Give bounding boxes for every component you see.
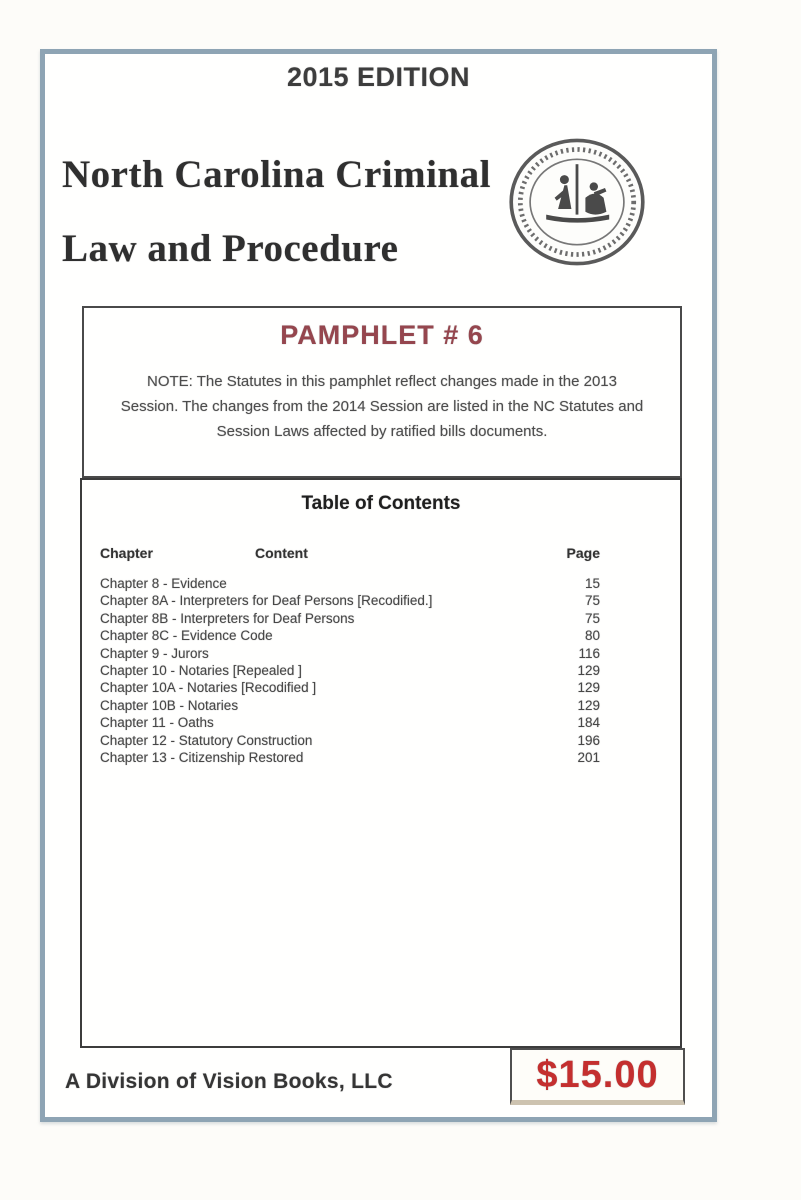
- toc-row: [100, 749, 600, 766]
- book-cover: [40, 49, 717, 1122]
- toc-row-content: Chapter 8B - Interpreters for Deaf Persons: [100, 610, 355, 626]
- toc-row-content: Chapter 8 - Evidence: [100, 576, 227, 591]
- toc-row-content: Chapter 10 - Notaries [Repealed ]: [100, 663, 302, 679]
- edition-label: 2015 EDITION: [286, 62, 471, 92]
- toc-row-page: 80: [584, 628, 600, 644]
- price-label: $15.00: [536, 1053, 659, 1096]
- toc-row-content: Chapter 8A - Interpreters for Deaf Persons [Recodified.]: [100, 593, 433, 609]
- publisher-label: A Division of Vision Books, LLC: [65, 1070, 393, 1093]
- pamphlet-panel: [82, 306, 682, 478]
- toc-row: [100, 645, 600, 662]
- toc-row-content: Chapter 8C - Evidence Code: [100, 628, 273, 644]
- toc-row-content: Chapter 11 - Oaths: [100, 715, 214, 731]
- toc-header-content: Content: [255, 545, 308, 561]
- toc-row: [100, 575, 600, 592]
- pamphlet-note: [120, 369, 644, 444]
- price-box: [510, 1048, 685, 1105]
- toc-row: [100, 679, 600, 696]
- toc-row-page: 201: [577, 750, 600, 766]
- toc-row-page: 75: [584, 593, 600, 609]
- toc-row-page: 196: [577, 732, 600, 748]
- table-of-contents-panel: [80, 478, 682, 1048]
- nc-state-seal-icon: [507, 136, 647, 268]
- toc-row-content: Chapter 12 - Statutory Construction: [100, 732, 313, 748]
- toc-header-chapter: Chapter: [100, 545, 153, 561]
- toc-row-page: 129: [577, 663, 600, 679]
- toc-row-page: 15: [584, 576, 600, 591]
- toc-row: [100, 592, 600, 609]
- toc-row-content: Chapter 10B - Notaries: [100, 697, 239, 713]
- toc-row-content: Chapter 9 - Jurors: [100, 645, 209, 661]
- toc-row-content: Chapter 13 - Citizenship Restored: [100, 750, 304, 766]
- toc-row: [100, 627, 600, 644]
- toc-row-page: 75: [584, 610, 600, 626]
- toc-row: [100, 697, 600, 714]
- toc-row: [100, 662, 600, 679]
- toc-row: [100, 610, 600, 627]
- toc-row-page: 129: [577, 680, 600, 696]
- toc-header-page: Page: [566, 545, 600, 561]
- pamphlet-number-heading: PAMPHLET # 6: [280, 320, 484, 350]
- pamphlet-note-line-3: Session Laws affected by ratified bills documents.: [216, 423, 548, 440]
- book-title-line-1: North Carolina Criminal: [62, 153, 491, 196]
- toc-row-page: 184: [577, 715, 600, 731]
- book-title-line-2: Law and Procedure: [62, 227, 399, 270]
- pamphlet-note-line-1: NOTE: The Statutes in this pamphlet reflect changes made in the 2013: [147, 373, 617, 390]
- pamphlet-note-line-2: Session. The changes from the 2014 Session are listed in the NC Statutes and: [120, 398, 644, 415]
- toc-row: [100, 714, 600, 731]
- toc-rows: [82, 575, 680, 766]
- toc-row: [100, 732, 600, 749]
- toc-title: Table of Contents: [301, 493, 461, 514]
- toc-row-page: 129: [577, 697, 600, 713]
- toc-row-content: Chapter 10A - Notaries [Recodified ]: [100, 680, 317, 696]
- toc-row-page: 116: [578, 645, 600, 661]
- toc-header-row: [82, 545, 680, 561]
